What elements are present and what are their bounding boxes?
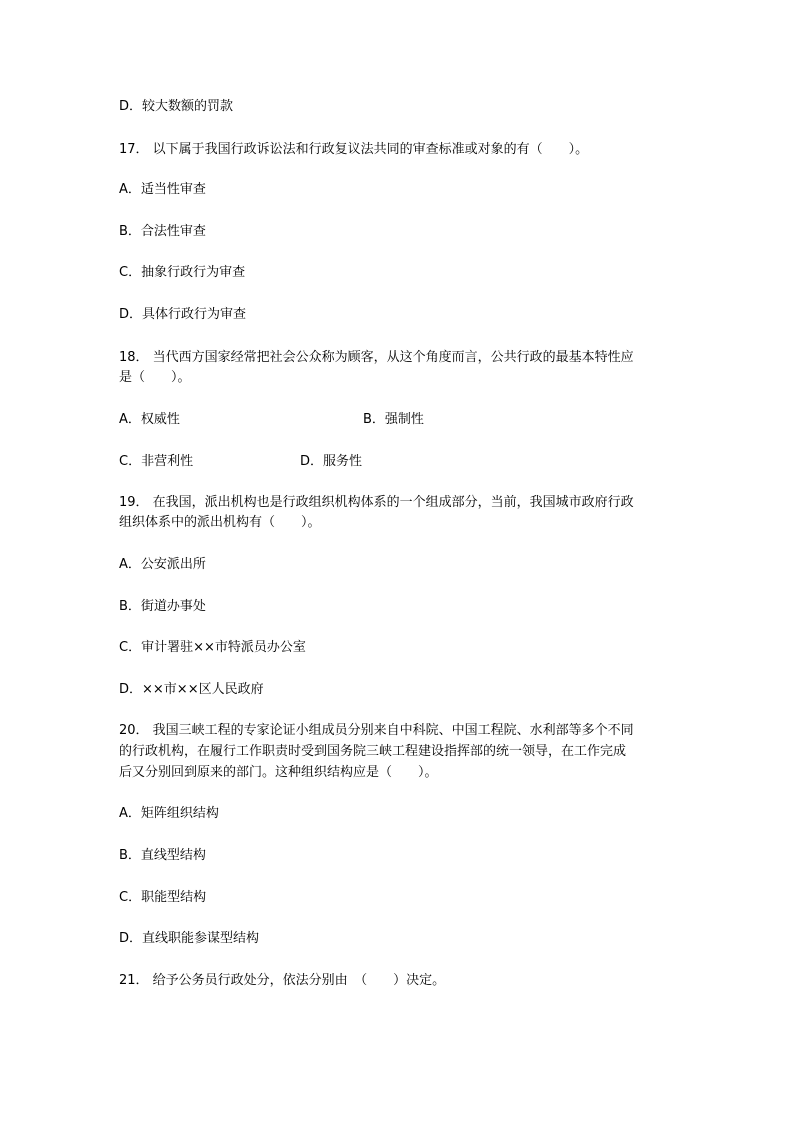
question-text: 21． 给予公务员行政处分，依法分别由 （ ）决定。 xyxy=(119,973,446,988)
option-text: A．权威性 xyxy=(119,412,180,427)
option-text: A．矩阵组织结构 xyxy=(119,806,219,821)
question-text: 组织体系中的派出机构有（ ）。 xyxy=(119,515,321,530)
option-text: B．合法性审查 xyxy=(119,224,206,239)
question-text: 18． 当代西方国家经常把社会公众称为顾客，从这个角度而言，公共行政的最基本特性应 xyxy=(119,350,634,365)
option-text: D．具体行政行为审查 xyxy=(119,307,247,322)
question-text: 的行政机构，在履行工作职责时受到国务院三峡工程建设指挥部的统一领导，在工作完成 xyxy=(119,744,627,759)
option-text: D．服务性 xyxy=(300,454,363,469)
option-text: B．强制性 xyxy=(363,412,424,427)
option-text: D．××市××区人民政府 xyxy=(119,682,264,697)
option-text: C．非营利性 xyxy=(119,454,194,469)
option-text: B．街道办事处 xyxy=(119,599,206,614)
question-text: 20． 我国三峡工程的专家论证小组成员分别来自中科院、中国工程院、水利部等多个不同 xyxy=(119,723,634,738)
option-text: D．直线职能参谋型结构 xyxy=(119,931,260,946)
option-text: C．抽象行政行为审查 xyxy=(119,265,246,280)
option-text: A．公安派出所 xyxy=(119,557,206,572)
question-text: 是（ ）。 xyxy=(119,370,191,385)
option-text: D．较大数额的罚款 xyxy=(119,99,234,114)
question-text: 后又分别回到原来的部门。这种组织结构应是（ ）。 xyxy=(119,765,438,780)
option-text: C．审计署驻××市特派员办公室 xyxy=(119,640,306,655)
question-text: 17． 以下属于我国行政诉讼法和行政复议法共同的审查标准或对象的有（ ）。 xyxy=(119,142,589,157)
option-text: B．直线型结构 xyxy=(119,848,206,863)
option-text: A．适当性审查 xyxy=(119,182,206,197)
option-text: C．职能型结构 xyxy=(119,890,207,905)
question-text: 19． 在我国，派出机构也是行政组织机构体系的一个组成部分，当前，我国城市政府行政 xyxy=(119,495,634,510)
